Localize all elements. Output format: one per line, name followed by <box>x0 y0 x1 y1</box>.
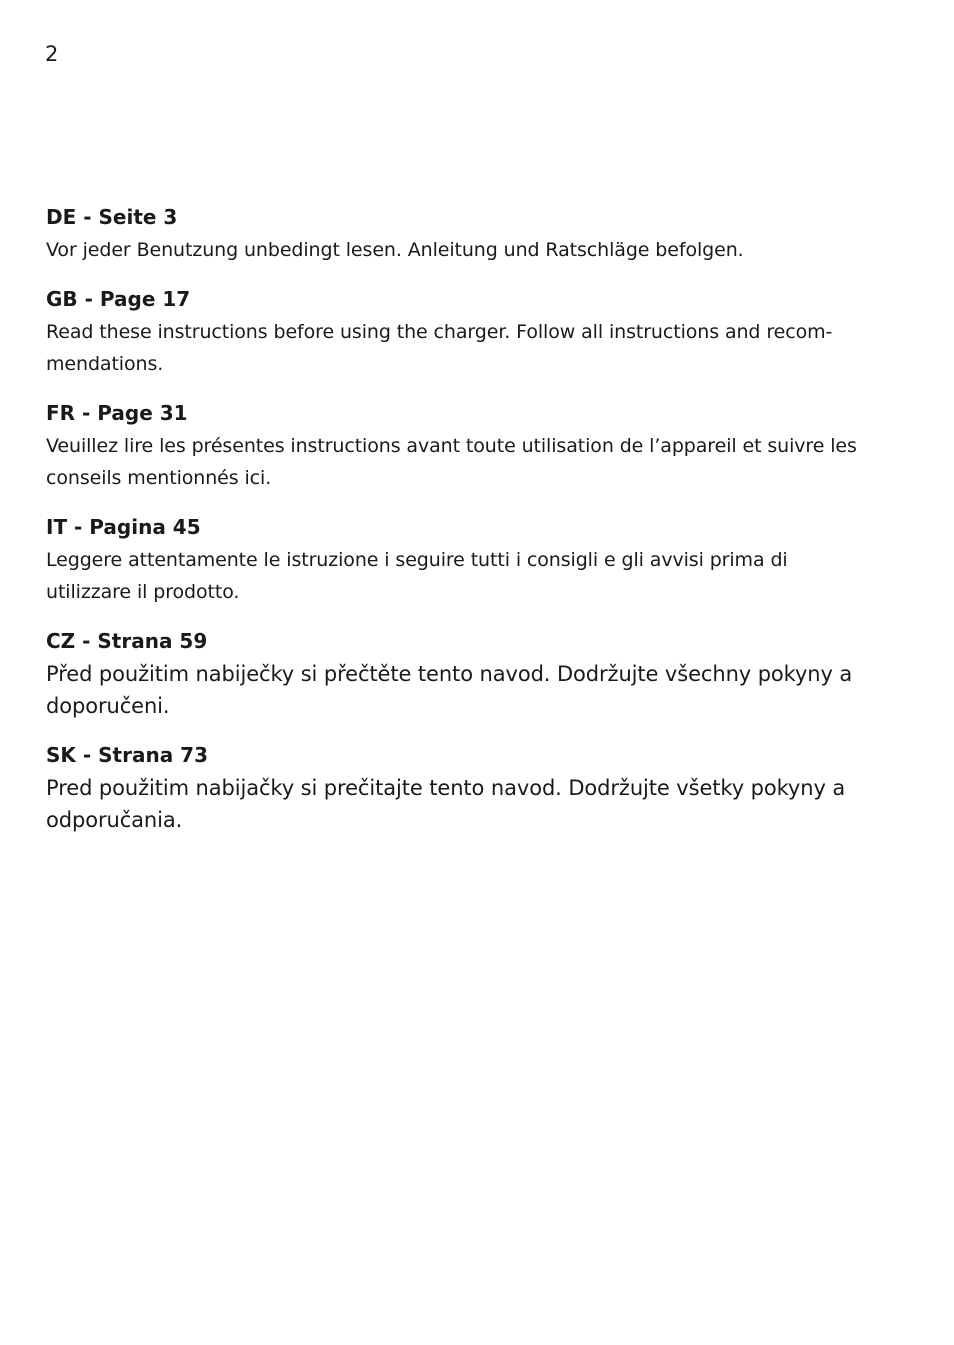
section-text-gb: Read these instructions before using the charger. Follow all instructions and recom-mendations. <box>46 321 833 375</box>
section-sk <box>46 740 866 836</box>
section-de <box>46 202 866 266</box>
section-heading-it: IT - Pagina 45 <box>46 515 201 539</box>
section-heading-de: DE - Seite 3 <box>46 205 178 229</box>
section-heading-sk: SK - Strana 73 <box>46 743 208 767</box>
section-heading-gb: GB - Page 17 <box>46 287 191 311</box>
section-fr <box>46 398 866 494</box>
section-text-it: Leggere attentamente le istruzione i seguire tutti i consigli e gli avvisi prima di utilizzare il prodotto. <box>46 549 788 603</box>
section-text-de: Vor jeder Benutzung unbedingt lesen. Anleitung und Ratschläge befolgen. <box>46 239 744 261</box>
language-index <box>46 202 866 854</box>
section-text-sk: Pred použitim nabijačky si prečitajte tento navod. Dodržujte všetky pokyny a odporučania. <box>46 776 846 832</box>
page-number: 2 <box>45 42 59 66</box>
section-cz <box>46 626 866 722</box>
section-heading-cz: CZ - Strana 59 <box>46 629 208 653</box>
section-gb <box>46 284 866 380</box>
section-heading-fr: FR - Page 31 <box>46 401 188 425</box>
section-text-fr: Veuillez lire les présentes instructions avant toute utilisation de l’appareil et suivre les conseils mentionnés ici. <box>46 435 857 489</box>
section-text-cz: Před použitim nabiječky si přečtěte tento navod. Dodržujte všechny pokyny a doporučeni. <box>46 662 853 718</box>
section-it <box>46 512 866 608</box>
